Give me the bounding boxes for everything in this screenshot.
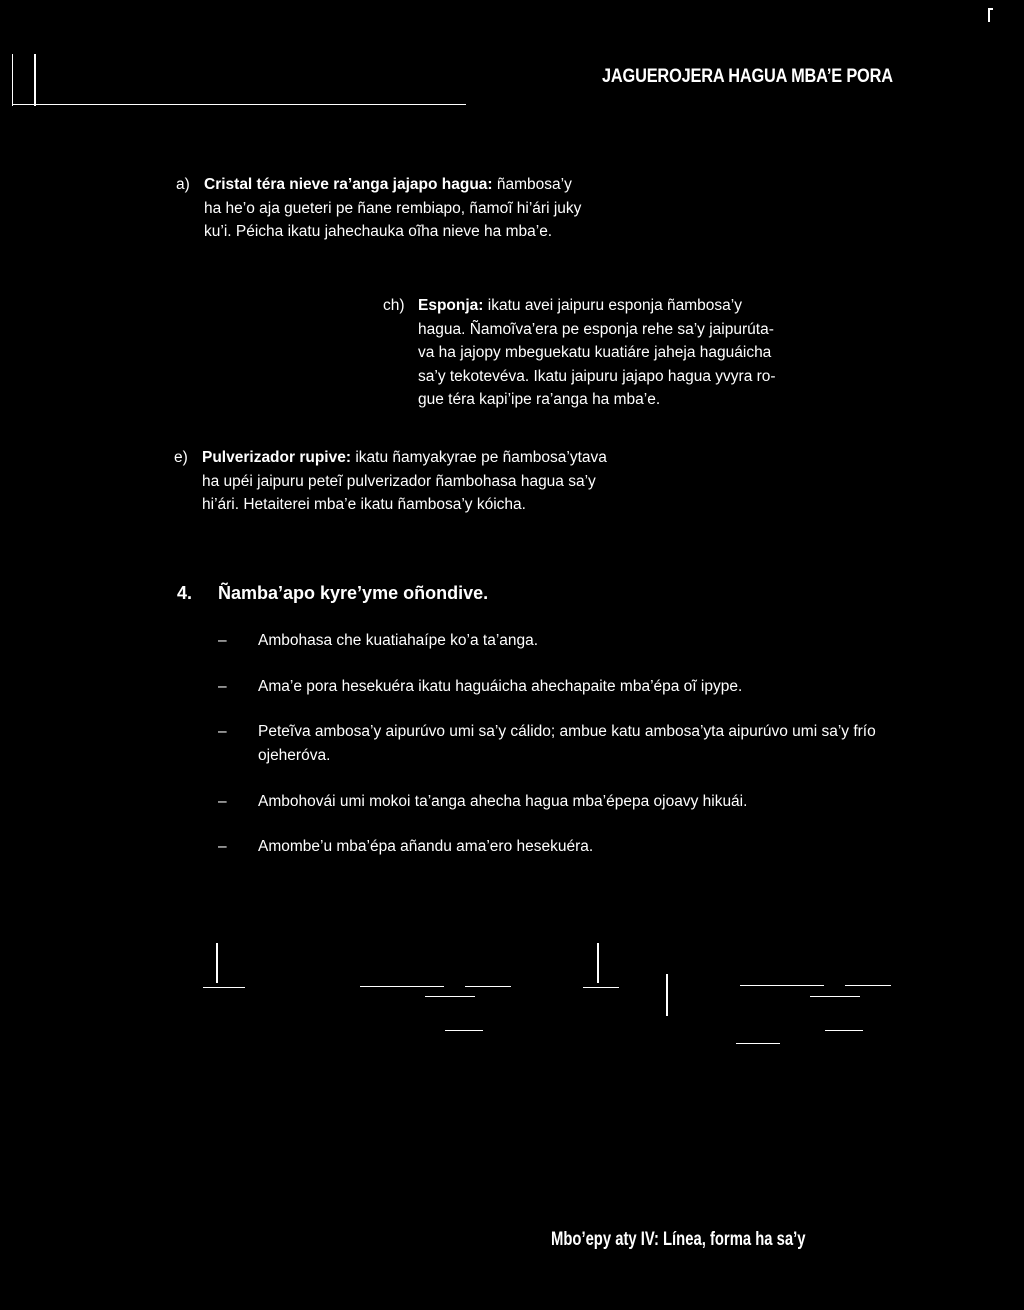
instruction-ch-label: ch) (383, 297, 405, 314)
instruction-a-label: a) (176, 176, 190, 193)
artifact-line (465, 986, 511, 987)
header-rule-vertical-left (12, 54, 13, 106)
header-rule-vertical-right (34, 54, 36, 106)
artifact-line (845, 985, 891, 986)
instruction-ch-line-1: ikatu avei jaipuru esponja ñambosa’y (487, 297, 742, 314)
instruction-ch (383, 294, 883, 414)
artifact-line (597, 943, 599, 983)
instruction-ch-line-5: gue téra kapi’ipe ra’anga ha mba’e. (418, 391, 661, 408)
corner-crop-mark (988, 8, 990, 22)
artifact-line (360, 986, 444, 987)
task-text-4: Ambohovái umi mokoi ta’anga ahecha hagua mba’épepa ojoavy hikuái. (258, 793, 748, 810)
instruction-a-heading: Cristal téra nieve ra’anga jajapo hagua: (204, 176, 493, 193)
page-footer: Mbo’epy aty IV: Línea, forma ha sa’y (551, 1229, 806, 1250)
instruction-ch-line-3: va ha jajopy mbeguekatu kuatiáre jaheja haguáicha (418, 344, 772, 361)
artifact-line (810, 996, 860, 997)
task-dash-1: – (218, 632, 227, 649)
instruction-a-line-3: ku’i. Péicha ikatu jahechauka oĩha nieve ha mba’e. (204, 223, 553, 240)
artifact-line (203, 987, 245, 988)
artifact-line (445, 1030, 483, 1031)
task-dash-4: – (218, 793, 227, 810)
task-text-3: Peteĩva ambosa’y aipurúvo umi sa’y cálido; ambue katu ambosa’yta aipurúvo umi sa’y frío ojeheróva. (258, 723, 876, 764)
artifact-line (216, 943, 218, 983)
artifact-line (740, 985, 824, 986)
instruction-a (176, 173, 676, 245)
task-text-1: Ambohasa che kuatiahaípe ko’a ta’anga. (258, 632, 539, 649)
instruction-a-line-2: ha he’o aja gueteri pe ñane rembiapo, ñamoĩ hi’ári juky (204, 199, 582, 217)
task-dash-2: – (218, 678, 227, 695)
artifact-line (583, 987, 619, 988)
artifact-line (736, 1043, 780, 1044)
section-4-title: Ñamba’apo kyre’yme oñondive. (218, 583, 489, 603)
instruction-e-line-3: hi’ári. Hetaiterei mba’e ikatu ñambosa’y kóicha. (202, 496, 526, 513)
artifact-line (425, 996, 475, 997)
instruction-e (174, 446, 694, 518)
task-text-2: Ama’e pora hesekuéra ikatu haguáicha ahechapaite mba’épa oĩ ipype. (258, 678, 743, 695)
header-rule-horizontal (12, 104, 466, 105)
instruction-e-line-1: ikatu ñamyakyrae pe ñambosa’ytava (355, 449, 607, 466)
artifact-line (666, 974, 668, 1016)
task-text-5: Amombe’u mba’épa añandu ama’ero hesekuéra. (258, 838, 594, 855)
page-header-title: JAGUEROJERA HAGUA MBA’E PORA (602, 66, 893, 87)
instruction-a-line-1: ñambosa’y (496, 176, 572, 193)
instruction-ch-line-2: hagua. Ñamoĩva’era pe esponja rehe sa’y jaipurúta- (418, 320, 774, 338)
task-dash-5: – (218, 838, 227, 855)
instruction-ch-heading: Esponja: (418, 297, 484, 314)
instruction-ch-line-4: sa’y tekotevéva. Ikatu jaipuru jajapo hagua yvyra ro- (418, 367, 776, 385)
task-dash-3: – (218, 723, 227, 740)
instruction-e-line-2: ha upéi jaipuru peteĩ pulverizador ñambohasa hagua sa’y (202, 472, 596, 490)
instruction-e-label: e) (174, 449, 188, 466)
section-4-number: 4. (177, 583, 193, 603)
instruction-e-heading: Pulverizador rupive: (202, 449, 352, 466)
artifact-line (825, 1030, 863, 1031)
